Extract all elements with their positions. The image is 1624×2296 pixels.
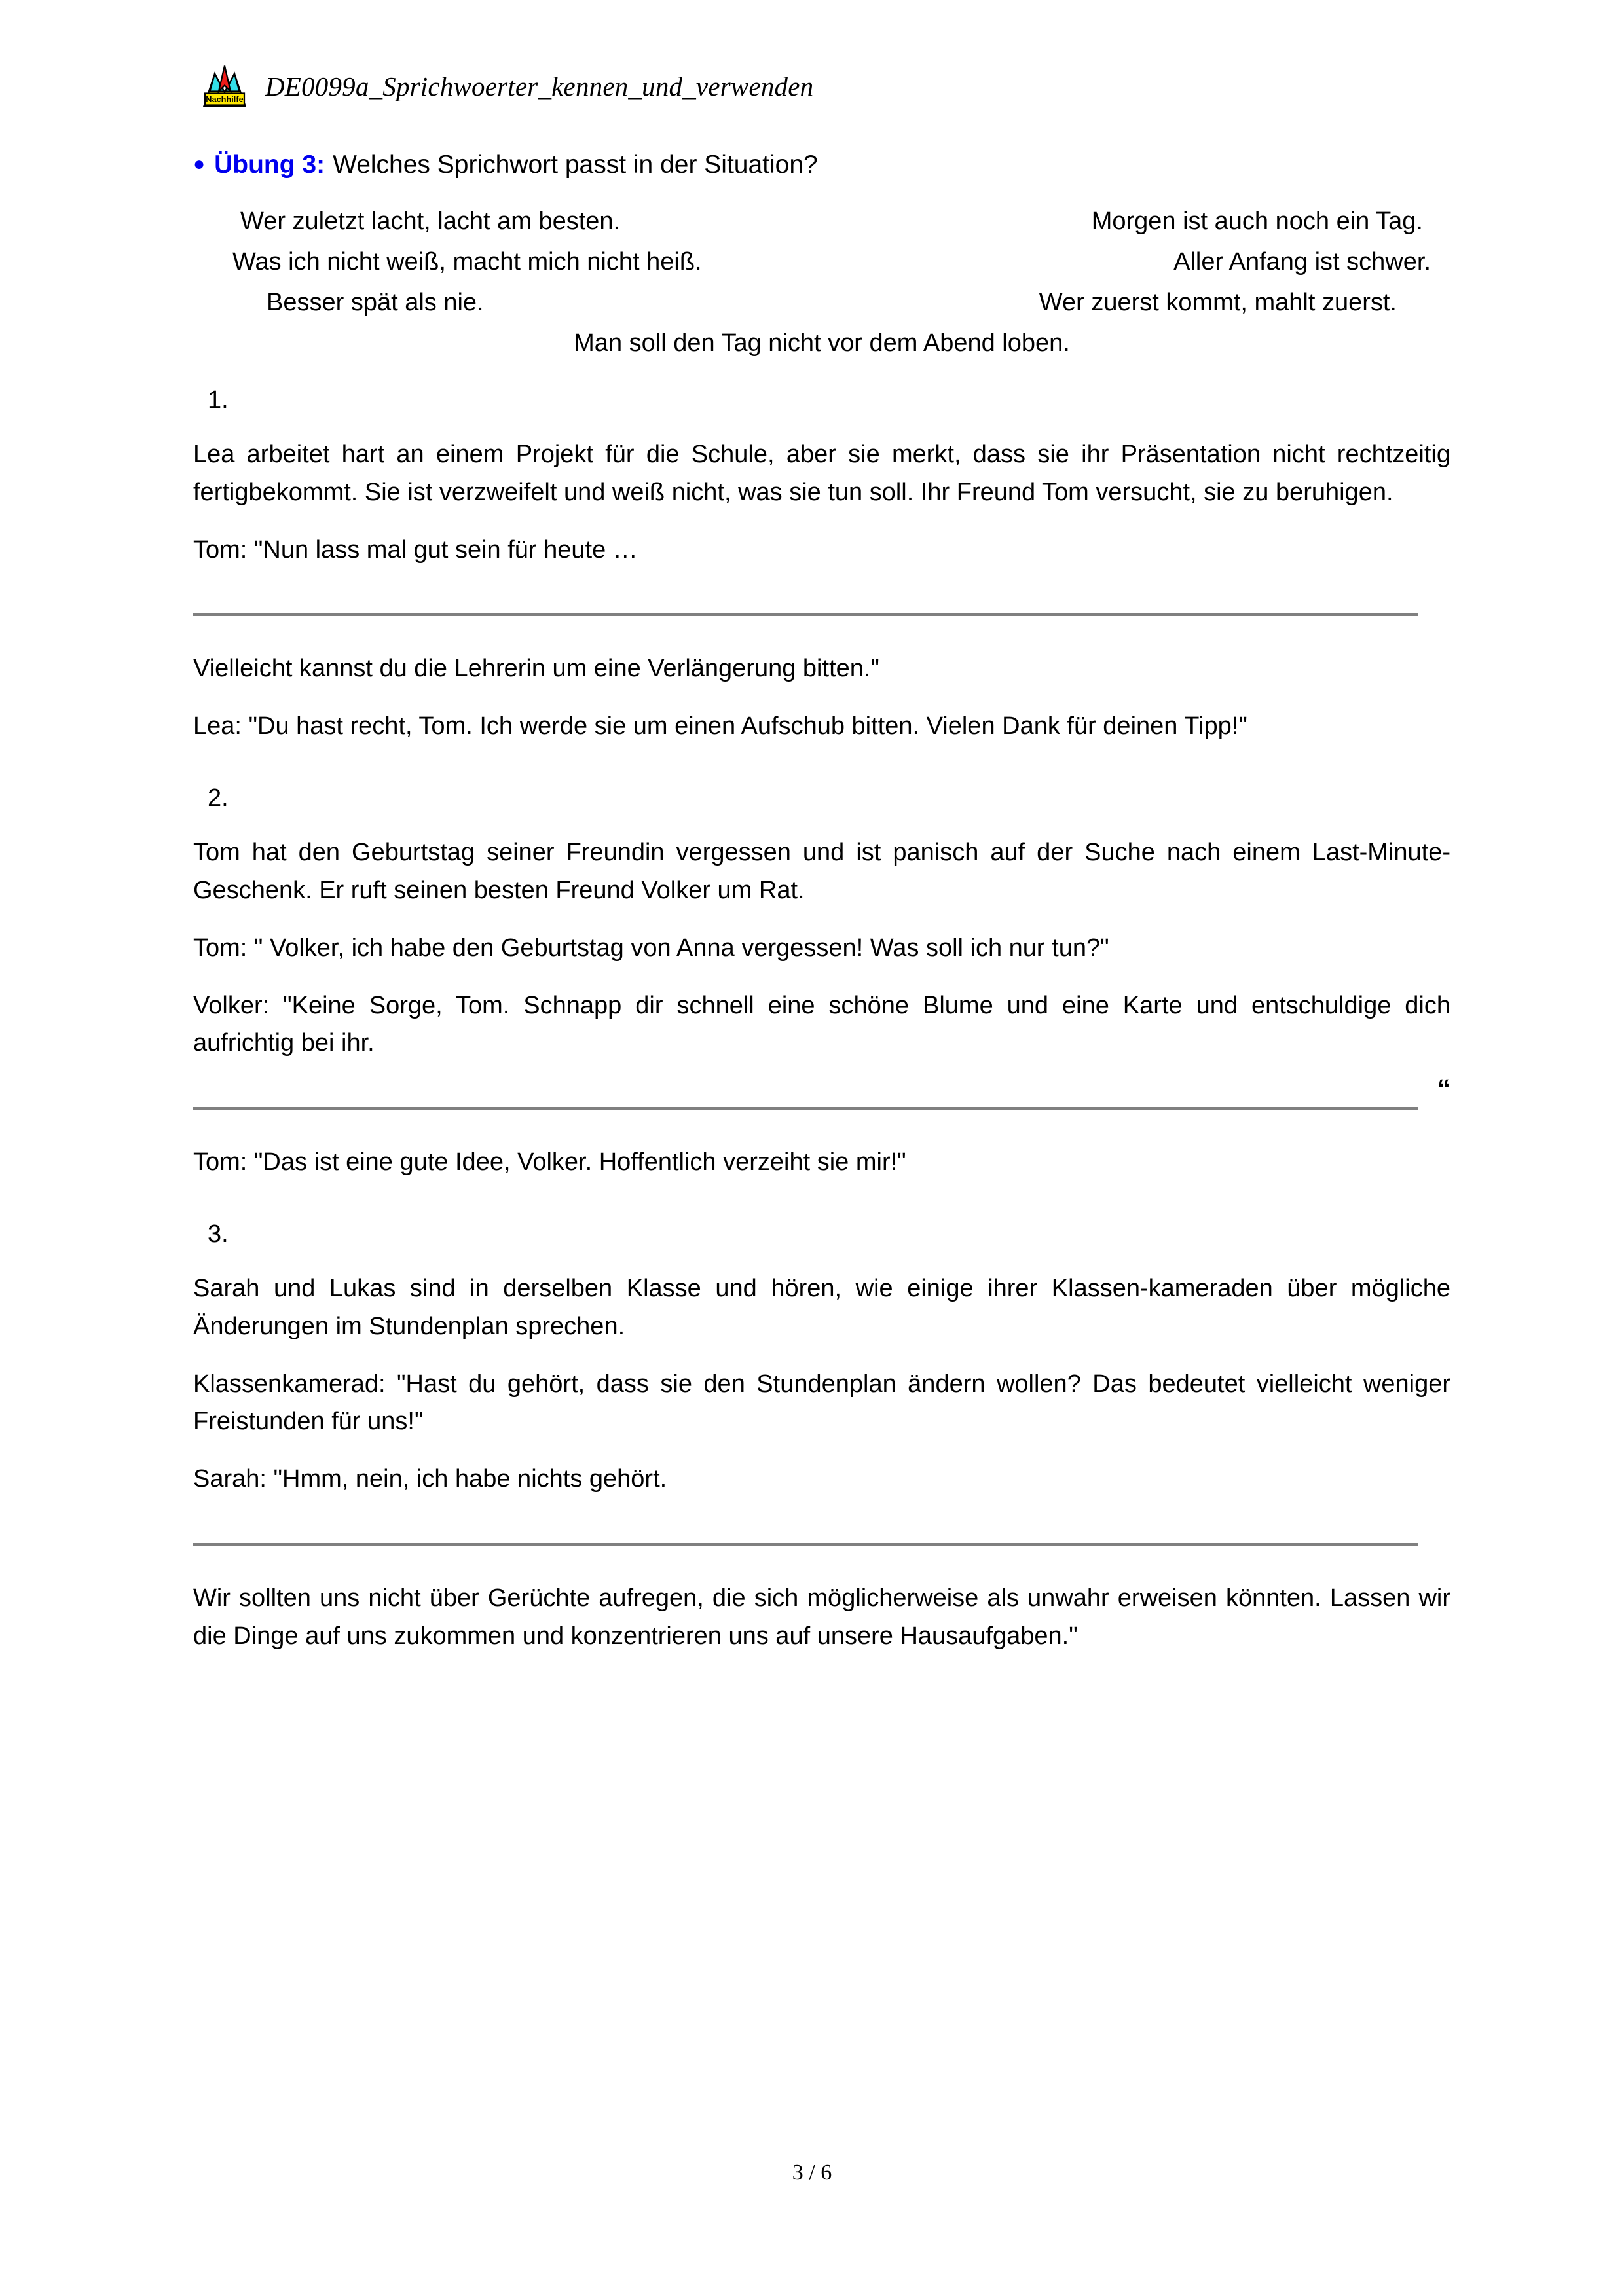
proverb-item: Besser spät als nie. bbox=[267, 288, 484, 316]
page-footer bbox=[0, 2160, 1624, 2185]
proverb-row bbox=[193, 209, 1450, 234]
trailing-quote-mark: “ bbox=[1437, 1074, 1450, 1104]
logo-wordmark: Nachhilfe bbox=[206, 94, 244, 104]
document-title: DE0099a_Sprichwoerter_kennen_und_verwenden bbox=[265, 71, 814, 101]
answer-rule bbox=[193, 613, 1418, 616]
proverb-row bbox=[193, 249, 1450, 274]
exercise-item-2 bbox=[193, 782, 1450, 1182]
proverb-item: Wer zuletzt lacht, lacht am besten. bbox=[240, 207, 621, 235]
item-situation: Tom hat den Geburtstag seiner Freundin vergessen und ist panisch auf der Suche nach einem Last-Minute-Geschenk. Er ruft seinen besten Freund Volker um Rat. bbox=[193, 839, 1450, 905]
item-dialogue-after: Vielleicht kannst du die Lehrerin um eine Verlängerung bitten." bbox=[193, 655, 879, 683]
worksheet-content bbox=[193, 149, 1450, 1675]
item-dialogue-first: Klassenkamerad: "Hast du gehört, dass sie den Stundenplan ändern wollen? Das bedeutet vielleicht weniger Freistunden für uns!" bbox=[193, 1370, 1450, 1436]
item-dialogue-before: Volker: "Keine Sorge, Tom. Schnapp dir schnell eine schöne Blume und eine Karte und entschuldige dich aufrichtig bei ihr. bbox=[193, 991, 1450, 1057]
section-spacer bbox=[193, 1201, 1450, 1218]
proverb-item: Man soll den Tag nicht vor dem Abend loben. bbox=[574, 329, 1070, 357]
answer-blank-line[interactable] bbox=[193, 1074, 1450, 1124]
item-dialogue-closing: Lea: "Du hast recht, Tom. Ich werde sie um einen Aufschub bitten. Vielen Dank für deinen Tipp!" bbox=[193, 712, 1247, 740]
proverb-item: Morgen ist auch noch ein Tag. bbox=[1091, 207, 1423, 235]
proverb-row bbox=[193, 331, 1450, 355]
proverb-row bbox=[193, 290, 1450, 315]
exercise-label: Übung 3: bbox=[214, 151, 325, 179]
page-header bbox=[200, 63, 813, 110]
proverb-item: Wer zuerst kommt, mahlt zuerst. bbox=[1039, 288, 1397, 316]
item-situation: Lea arbeitet hart an einem Projekt für die Schule, aber sie merkt, dass sie ihr Präsentation nicht rechtzeitig fertigbekommt. Sie ist verzweifelt und weiß nicht, was sie tun soll. Ihr Freund Tom versucht, sie zu beruhigen. bbox=[193, 441, 1450, 506]
item-dialogue-after: Wir sollten uns nicht über Gerüchte aufregen, die sich möglicherweise als unwahr erweisen könnten. Lassen wir die Dinge auf uns zukommen und konzentrieren uns auf unsere Hausaufgaben." bbox=[193, 1584, 1450, 1650]
exercise-question: Welches Sprichwort passt in der Situation? bbox=[333, 151, 818, 179]
item-number: 1. bbox=[208, 386, 229, 414]
exercise-item-1 bbox=[193, 384, 1450, 746]
exercise-item-3 bbox=[193, 1218, 1450, 1656]
item-dialogue-first: Tom: " Volker, ich habe den Geburtstag von Anna vergessen! Was soll ich nur tun?" bbox=[193, 934, 1109, 962]
item-situation: Sarah und Lukas sind in derselben Klasse und hören, wie einige ihrer Klassen-kameraden über mögliche Änderungen im Stundenplan sprechen. bbox=[193, 1275, 1450, 1340]
answer-rule bbox=[193, 1107, 1418, 1110]
nachhilfe-logo-icon bbox=[200, 63, 249, 110]
section-spacer bbox=[193, 765, 1450, 782]
answer-blank-line[interactable] bbox=[193, 1518, 1450, 1560]
answer-blank-line[interactable] bbox=[193, 589, 1450, 630]
proverb-item: Was ich nicht weiß, macht mich nicht heiß. bbox=[232, 247, 702, 276]
item-dialogue-before: Tom: "Nun lass mal gut sein für heute … bbox=[193, 536, 638, 564]
bullet-icon: ● bbox=[193, 153, 206, 175]
proverb-item: Aller Anfang ist schwer. bbox=[1173, 247, 1431, 276]
item-dialogue-before: Sarah: "Hmm, nein, ich habe nichts gehört. bbox=[193, 1465, 667, 1493]
proverb-bank bbox=[193, 209, 1450, 355]
item-dialogue-closing: Tom: "Das ist eine gute Idee, Volker. Hoffentlich verzeiht sie mir!" bbox=[193, 1148, 906, 1176]
exercise-heading bbox=[193, 149, 1450, 181]
answer-rule bbox=[193, 1543, 1418, 1546]
item-number: 3. bbox=[208, 1220, 229, 1248]
item-number: 2. bbox=[208, 784, 229, 812]
page-indicator: 3 / 6 bbox=[792, 2160, 832, 2185]
